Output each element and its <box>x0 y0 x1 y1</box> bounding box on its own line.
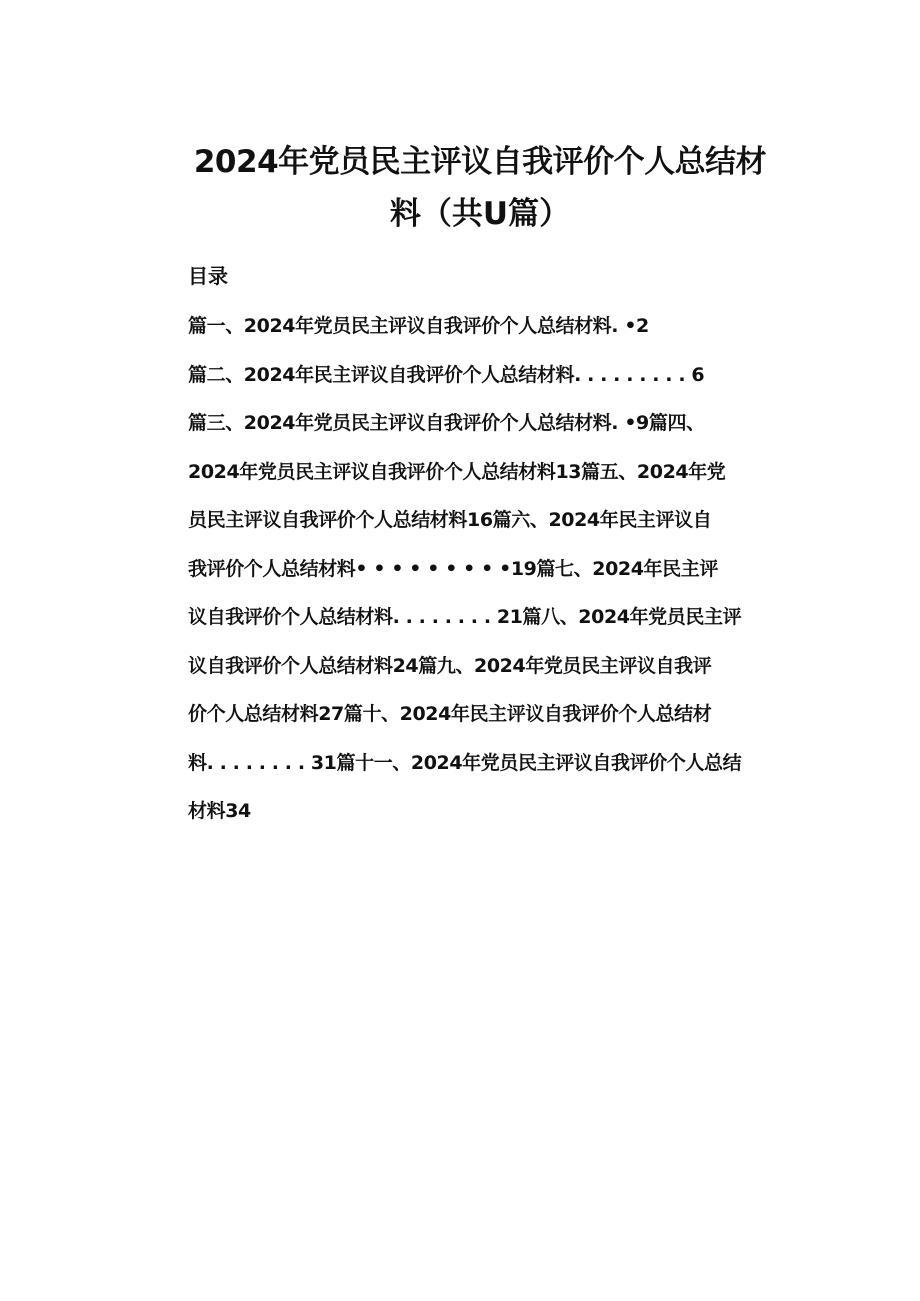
toc-line-7: 议自我评价个人总结材料. . . . . . . . 21篇八、2024年党员民主评 <box>188 606 742 628</box>
toc-heading: 目录 <box>188 264 228 288</box>
toc-line-4: 2024年党员民主评议自我评价个人总结材料13篇五、2024年党 <box>188 460 726 483</box>
toc-line-3: 篇三、2024年党员民主评议自我评价个人总结材料. •9篇四、 <box>188 412 705 434</box>
title-line-2: 料（共U篇） <box>389 196 571 232</box>
toc-line-2: 篇二、2024年民主评议自我评价个人总结材料. . . . . . . . . 6 <box>188 363 705 386</box>
toc-line-5: 员民主评议自我评价个人总结材料16篇六、2024年民主评议自 <box>188 509 712 531</box>
toc-line-8: 议自我评价个人总结材料24篇九、2024年党员民主评议自我评 <box>188 654 712 677</box>
title-line-1: 2024年党员民主评议自我评价个人总结材 <box>193 144 767 180</box>
document-title <box>150 136 810 240</box>
toc-line-10: 料. . . . . . . . 31篇十一、2024年党员民主评议自我评价个人总结 <box>188 751 742 774</box>
toc-line-11: 材料34 <box>188 800 251 822</box>
toc-line-6: 我评价个人总结材料• • • • • • • • •19篇七、2024年民主评 <box>188 557 718 580</box>
toc-line-1: 篇一、2024年党员民主评议自我评价个人总结材料. •2 <box>188 315 649 337</box>
table-of-contents <box>188 306 808 840</box>
toc-line-9: 价个人总结材料27篇十、2024年民主评议自我评价个人总结材 <box>188 703 712 725</box>
